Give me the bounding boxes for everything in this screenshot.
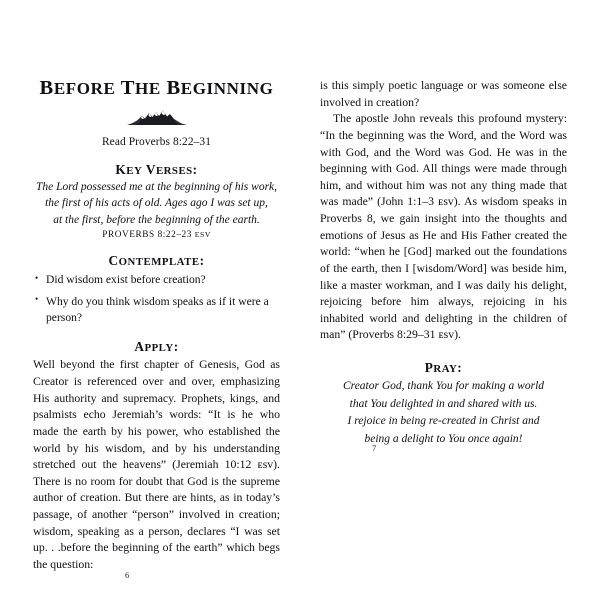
contemplate-heading-text: CONTEMPLATE: — [108, 253, 205, 269]
key-verse-citation-translation: ESV — [194, 230, 211, 240]
key-verses-heading — [33, 162, 280, 178]
read-reference: Read Proverbs 8:22–31 — [101, 135, 212, 148]
right-page — [320, 78, 567, 538]
left-page-column — [33, 77, 280, 580]
left-page — [33, 77, 280, 580]
apostle-john-paragraph: The apostle John reveals this profound mystery: “In the beginning was the Word, and the Word was with God, and the Word was God. He was in the beginning with God. All things were made through him, and without him was not any thing made that was made” (John 1:1–3 ᴇsv). As wisdom speaks in Proverbs 8, we gain insight into the thoughts and emotions of Jesus as He and His Father created the world: “when he [God] marked out the foundations of the earth, then I [wisdom/Word] was beside him, like a master workman, and I was daily his delight, rejoicing before him always, rejoicing in his inhabited world and delighting in the children of man” (Proverbs 8:29–31 ᴇsv). — [320, 112, 567, 342]
continued-paragraph: is this simply poetic language or was someone else involved in creation? — [320, 79, 567, 109]
apply-paragraph: Well beyond the first chapter of Genesis, God as Creator is referenced over and over, emphasizing His authority and supremacy. Prophets, kings, and psalmists echo Jeremiah’s words: “It is he who made the earth by his power, who established the world by his wisdom, and by his understanding stretched out the heavens” (Jeremiah 10:12 ᴇsv). There is no room for doubt that God is the supreme author of creation. But there are hints, as in today’s passage, of another “person” involved in creation; wisdom, speaking as a person, declares “I was set up. . .before the beginning of the earth” which begs the question: — [33, 358, 280, 571]
key-verses-heading-text: KEY VERSES: — [115, 161, 198, 177]
contemplate-heading — [33, 253, 280, 269]
mountain-range-ornament-icon — [126, 106, 188, 127]
page-title — [33, 78, 280, 100]
prayer-line-3: I rejoice in being re-created in Christ and — [347, 415, 540, 428]
apply-heading — [33, 339, 280, 355]
pray-heading — [320, 360, 567, 376]
apply-heading-text: APPLY: — [134, 339, 179, 355]
pray-heading-text: PRAY: — [424, 360, 463, 375]
key-verse-line-2: the first of his acts of old. Ages ago I was set up, — [45, 197, 268, 210]
chapter-title-text: BEFORE THE BEGINNING — [39, 77, 274, 99]
key-verse-citation — [33, 230, 280, 240]
prayer-line-1: Creator God, thank You for making a world — [342, 380, 545, 392]
right-page-column — [320, 78, 567, 454]
list-item: • Did wisdom exist before creation? — [33, 272, 280, 288]
prayer-line-2: that You delighted in and shared with us. — [349, 397, 538, 410]
contemplate-question-list — [33, 272, 280, 326]
key-verse-citation-ref: PROVERBS 8:22–23 — [102, 230, 192, 241]
prayer-line-4: being a delight to You once again! — [364, 432, 523, 445]
list-item: • Why do you think wisdom speaks as if it were a person? — [33, 294, 280, 327]
key-verse-line-3: at the first, before the beginning of the earth. — [53, 214, 260, 227]
page-number-right: 7 — [372, 444, 377, 454]
key-verse-line-1: The Lord possessed me at the beginning of his work, — [35, 180, 278, 193]
page-number-left: 6 — [125, 570, 130, 580]
